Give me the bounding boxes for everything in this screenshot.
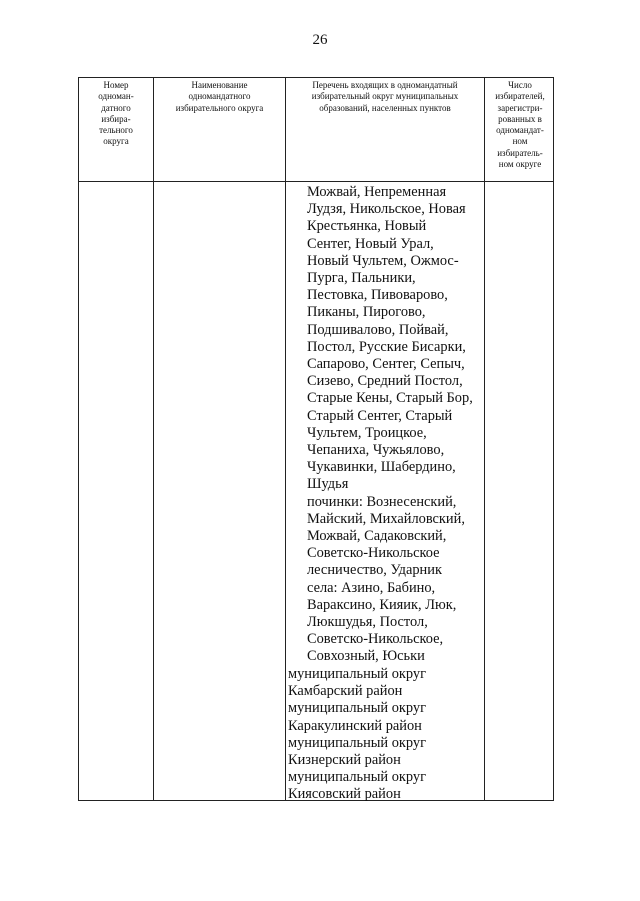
district-line: муниципальный округ <box>288 700 427 717</box>
page-number: 26 <box>312 32 328 48</box>
settlement-line: Чультем, Троицкое, <box>307 424 427 441</box>
settlement-line: Шудья <box>307 476 349 493</box>
settlement-line: Новый Чультем, Ожмос- <box>307 252 459 269</box>
district-line: Кизнерский район <box>288 752 401 769</box>
settlement-line: Чукавинки, Шабердино, <box>307 459 456 476</box>
district-line: Каракулинский район <box>288 717 422 734</box>
district-line: муниципальный округ <box>288 734 427 751</box>
district-line: муниципальный округ <box>288 769 427 786</box>
settlement-line: Старые Кены, Старый Бор, <box>307 390 473 407</box>
settlement-line: села: Азино, Бабино, <box>307 579 436 596</box>
settlement-line: Можвай, Непременная <box>307 184 447 200</box>
header-district-number: Номер одноман- датного избира- тельного округа <box>98 80 134 147</box>
settlement-line: Лудзя, Никольское, Новая <box>307 201 466 218</box>
settlement-line: Сентег, Новый Урал, <box>307 235 434 252</box>
header-settlements-list: Перечень входящих в одномандатный избирательный округ муниципальных образований, населенных пунктов <box>311 80 459 113</box>
column-divider <box>484 78 485 800</box>
district-line: муниципальный округ <box>288 666 427 682</box>
settlement-line: Советско-Никольское, <box>307 631 444 648</box>
settlement-line: Советско-Никольское <box>307 545 440 562</box>
settlement-line: Пурга, Пальники, <box>307 270 416 287</box>
municipal-districts-list <box>288 666 426 804</box>
header-voter-count: Число избирателей, зарегистри- рованных в одномандат- ном избиратель- ном округе <box>495 80 545 170</box>
districts-table <box>78 77 554 801</box>
settlement-line: Майский, Михайловский, <box>307 510 465 527</box>
header-divider <box>79 181 553 182</box>
settlement-line: Пестовка, Пивоварово, <box>307 287 448 304</box>
settlement-line: Можвай, Садаковский, <box>307 528 447 545</box>
settlement-line: Совхозный, Юськи <box>307 648 425 665</box>
settlement-line: Крестьянка, Новый <box>307 218 427 235</box>
settlement-line: Сапарово, Сентег, Сепыч, <box>307 356 465 373</box>
column-divider <box>285 78 286 800</box>
settlement-line: Подшивалово, Пойвай, <box>307 321 449 338</box>
settlement-line: Постол, Русские Бисарки, <box>307 338 466 355</box>
settlement-line: Чепаниха, Чужьялово, <box>307 442 445 459</box>
settlement-line: Вараксино, Кияик, Люк, <box>307 596 457 613</box>
settlement-line: Пиканы, Пирогово, <box>307 304 426 321</box>
settlement-line: починки: Вознесенский, <box>307 493 457 510</box>
settlement-line: Сизево, Средний Постол, <box>307 373 463 390</box>
column-divider <box>153 78 154 800</box>
settlements-list <box>307 184 473 666</box>
settlement-line: Старый Сентег, Старый <box>307 407 453 424</box>
header-district-name: Наименование одномандатного избирательного округа <box>175 80 264 113</box>
settlement-line: Люкшудья, Постол, <box>307 614 428 631</box>
settlement-line: лесничество, Ударник <box>307 562 442 579</box>
district-line: Камбарский район <box>288 683 403 700</box>
district-line: Киясовский район <box>288 786 401 803</box>
